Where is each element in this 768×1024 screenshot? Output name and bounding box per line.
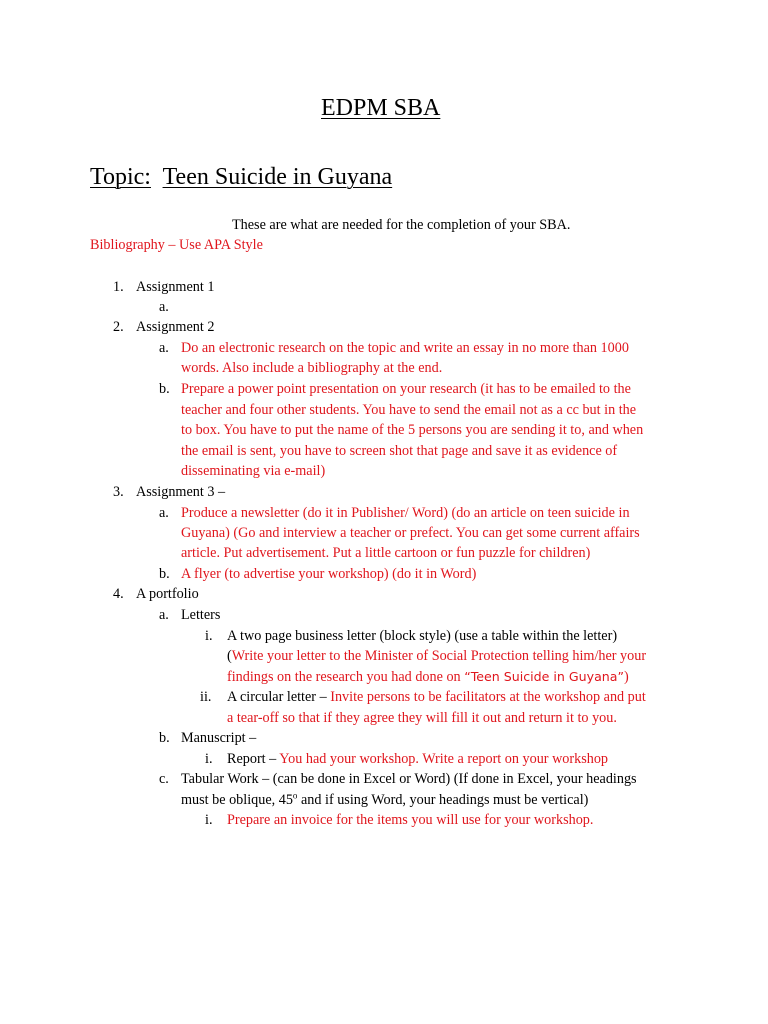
bibliography-note: Bibliography – Use APA Style xyxy=(90,237,263,253)
assignment-2: Assignment 2 xyxy=(136,319,215,335)
list-marker: 3. xyxy=(113,484,124,500)
page-title: EDPM SBA xyxy=(321,95,441,121)
portfolio-heading: A portfolio xyxy=(136,586,199,602)
presentation-task: teacher and four other students. You have to send the email not as a cc but in the xyxy=(181,402,637,418)
circular-letter-task: A circular letter – Invite persons to be facilitators at the workshop and put xyxy=(227,689,646,705)
report-task: Report – You had your workshop. Write a report on your workshop xyxy=(227,751,609,767)
list-marker: i. xyxy=(205,628,213,644)
list-marker: a. xyxy=(159,607,169,623)
list-marker: ii. xyxy=(200,689,212,705)
essay-task: words. Also include a bibliography at the end. xyxy=(181,360,443,376)
list-marker: a. xyxy=(159,340,169,356)
list-marker: 1. xyxy=(113,279,124,295)
topic-heading xyxy=(90,162,392,192)
list-marker: 4. xyxy=(113,586,124,602)
list-marker: 2. xyxy=(113,319,124,335)
presentation-task: Prepare a power point presentation on your research (it has to be emailed to the xyxy=(181,381,631,397)
list-marker: b. xyxy=(159,381,170,397)
list-marker: i. xyxy=(205,751,213,767)
list-marker: b. xyxy=(159,730,170,746)
list-marker: c. xyxy=(159,771,169,787)
list-marker: a. xyxy=(159,299,169,315)
newsletter-task: article. Put advertisement. Put a little cartoon or fun puzzle for children) xyxy=(181,545,591,561)
essay-task: Do an electronic research on the topic and write an essay in no more than 1000 xyxy=(181,340,629,356)
topic-text: Teen Suicide in Guyana xyxy=(162,164,393,190)
presentation-task: to box. You have to put the name of the 5 persons you are sending it to, and when xyxy=(181,422,644,438)
presentation-task: the email is sent, you have to screen shot that page and save it as evidence of xyxy=(181,443,618,459)
business-letter-task: (Write your letter to the Minister of Social Protection telling him/her your xyxy=(227,648,647,664)
tabular-work-heading: Tabular Work – (can be done in Excel or Word) (If done in Excel, your headings xyxy=(181,771,637,787)
list-marker: b. xyxy=(159,566,170,582)
letters-heading: Letters xyxy=(181,607,221,623)
tabular-work-heading: must be oblique, 45$^o$ and if using Word, your headings must be vertical) xyxy=(181,790,589,808)
assignment-1: Assignment 1 xyxy=(136,279,215,295)
topic-label: Topic: xyxy=(90,164,151,190)
business-letter-task: A two page business letter (block style) (use a table within the letter) xyxy=(227,628,618,644)
intro-text: These are what are needed for the completion of your SBA. xyxy=(232,217,571,233)
invoice-task: Prepare an invoice for the items you will use for your workshop. xyxy=(227,812,594,828)
flyer-task: A flyer (to advertise your workshop) (do it in Word) xyxy=(181,566,477,582)
circular-letter-task: a tear-off so that if they agree they will fill it out and return it to you. xyxy=(227,710,617,726)
newsletter-task: Produce a newsletter (do it in Publisher/ Word) (do an article on teen suicide in xyxy=(181,505,630,521)
manuscript-heading: Manuscript – xyxy=(181,730,257,746)
list-marker: i. xyxy=(205,812,213,828)
presentation-task: disseminating via e-mail) xyxy=(181,463,326,479)
assignment-3: Assignment 3 – xyxy=(136,484,226,500)
business-letter-task: findings on the research you had done on “Teen Suicide in Guyana”) xyxy=(227,669,629,685)
list-marker: a. xyxy=(159,505,169,521)
newsletter-task: Guyana) (Go and interview a teacher or prefect. You can get some current affairs xyxy=(181,525,640,541)
